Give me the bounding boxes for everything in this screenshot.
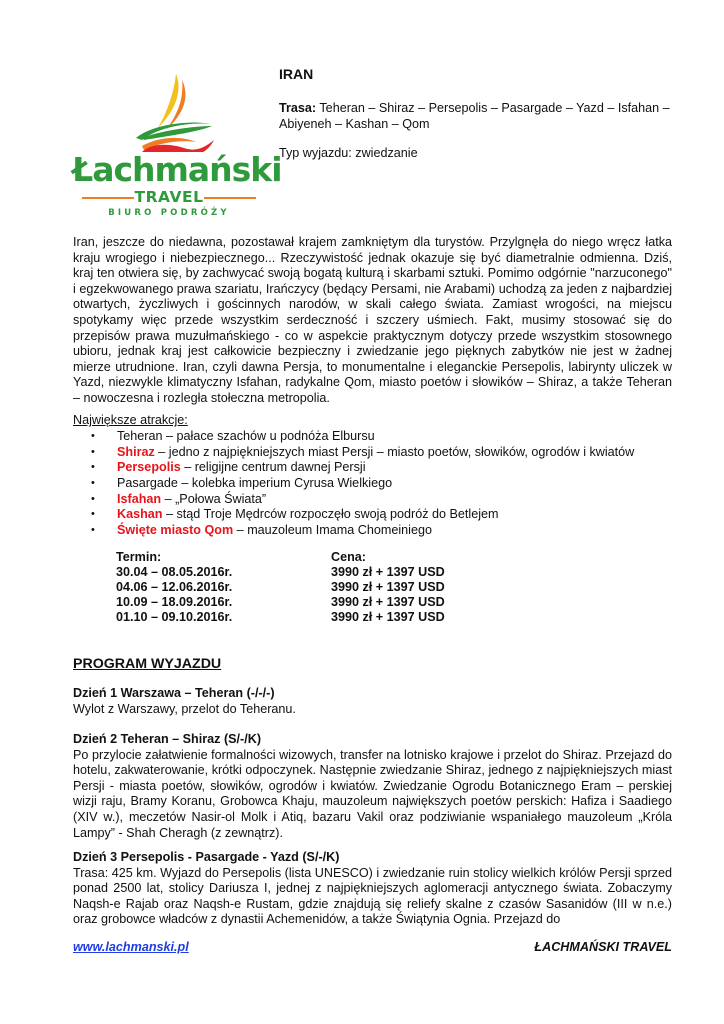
list-item [88,476,634,492]
intro-paragraph: Iran, jeszcze do niedawna, pozostawał krajem zamkniętym dla turystów. Przylgnęła do niego wręcz łatka kraju wrogiego i niebezpiecznego... Rzeczywistość jednak okazuje się być diametralnie odmienna. Dziś, kraj ten otwiera się, by zachwycać swoją bogatą kulturą i skarbami sztuki. Pomimo odgórnie "narzuconego" i egzekwowanego prawa szariatu, Irańczycy (będący Persami, nie Arabami) uchodzą za jeden z najbardziej otwartych, życzliwych i gościnnych narodów, w skali całego świata. Zamiast wrogości, na miejscu spotykamy więc przede wszystkim serdeczność i szczery uśmiech. Fakt, musimy stosować się do przepisów prawa muzułmańskiego - co w aspekcie praktycznym dotyczy przede wszystkim stosownego ubioru, jednak kraj jest całkowicie bezpieczny i zwiedzanie jego pięknych zabytków nie jest w żadnej mierze utrudnione. Iran, czyli dawna Persja, to monumentalne i eleganckie Persepolis, labirynty uliczek w Yazd, niezwykle klimatyczny Isfahan, radykalne Qom, miasto poetów i słowików – Shiraz, a także Teheran – nowoczesna i rozległa stołeczna metropolia. [73,235,672,405]
terms-table [116,550,445,625]
day-title: Dzień 1 Warszawa – Teheran (-/-/-) [73,686,275,700]
day-title: Dzień 3 Persepolis - Pasargade - Yazd (S/-/K) [73,850,340,864]
attraction-name: Pasargade [117,476,178,491]
trip-type: Typ wyjazdu: zwiedzanie [279,146,418,160]
list-item [88,445,634,461]
date-header: Termin: [116,550,162,564]
attraction-desc: – mauzoleum Imama Chomeiniego [233,523,432,538]
term-date: 01.10 – 09.10.2016r. [116,610,233,624]
bullet-icon: • [91,477,95,490]
day-title: Dzień 2 Teheran – Shiraz (S/-/K) [73,732,262,746]
term-price: 3990 zł + 1397 USD [331,610,445,624]
bullet-icon: • [91,524,95,537]
attraction-name: Święte miasto Qom [117,523,234,538]
day-description: Trasa: 425 km. Wyjazd do Persepolis (lista UNESCO) i zwiedzanie ruin stolicy wielkich królów Persji sprzed ponad 2500 lat, stolicy Dariusza I, jednej z najpiękniejszych aglomeracji antycznego świata. Zobaczymy Naqsh-e Rajab oraz Naqsh-e Rustam, gdzie znajdują się reliefy skalne z czasów Sasanidów (III w n.e.) oraz grobowce władców z dynastii Achemenidów, a także Świątynia Ognia. Przejazd do [73,865,672,927]
attraction-name: Isfahan [117,491,162,506]
attraction-name: Kashan [117,507,163,522]
terms-header-row [116,550,445,565]
attraction-desc: – kolebka imperium Cyrusa Wielkiego [177,476,393,491]
attraction-name: Persepolis [117,460,181,475]
attraction-desc: – pałace szachów u podnóża Elbursu [162,429,375,443]
attraction-name: Shiraz [117,444,155,459]
logo-subtitle: BIURO PODRÓŻY [108,208,230,218]
program-day-1 [73,686,672,717]
bullet-icon: • [91,508,95,521]
bullet-icon: • [91,430,95,442]
logo-travel-text: TRAVEL [134,188,204,206]
list-item [88,429,634,445]
bullet-icon: • [91,445,95,458]
program-day-3 [73,850,672,928]
sailboat-logo-icon [72,66,266,152]
day-description: Po przylocie załatwienie formalności wizowych, transfer na lotnisko krajowe i przelot do Shiraz. Przejazd do hotelu, zakwaterowanie, krótki odpoczynek. Następnie zwiedzanie Shiraz, jednego z najpiękniejszych miast Persji - miasta poetów, słowików, ogrodów i kwiatów. Zwiedzanie Ogrodu Botanicznego Eram – perskiej wizji raju, Bramy Koranu, Grobowca Khaju, mauzoleum największych poetów perskich: Hafiza i Saadiego (XIV w.), meczetów Nasir-ol Molk i Atiq, bazaru Vakil oraz podziwianie wspaniałego mauzoleum „Króla Lampy” - Shah Cheragh (z zewnątrz). [73,747,672,840]
table-row [116,595,445,610]
term-date: 30.04 – 08.05.2016r. [116,565,233,579]
day-description: Wylot z Warszawy, przelot do Teheranu. [73,701,296,716]
term-price: 3990 zł + 1397 USD [331,595,445,609]
term-date: 10.09 – 18.09.2016r. [116,595,233,609]
bullet-icon: • [91,461,95,474]
route-info [279,100,679,132]
attractions-heading: Największe atrakcje: [73,413,188,427]
attraction-desc: – „Połowa Świata” [161,491,267,506]
program-day-2 [73,732,672,841]
price-header: Cena: [331,550,366,564]
program-heading: PROGRAM WYJAZDU [73,656,222,672]
attraction-desc: – stąd Troje Mędrców rozpoczęło swoją podróż do Betlejem [162,507,499,522]
route-value: Teheran – Shiraz – Persepolis – Pasargade – Yazd – Isfahan – Abiyeneh – Kashan – Qom [279,101,670,131]
term-price: 3990 zł + 1397 USD [331,580,445,594]
route-label: Trasa: [279,101,317,115]
page-title: IRAN [279,66,314,82]
attractions-list [88,429,634,539]
attraction-name: Teheran [117,429,163,443]
logo-divider-right [204,197,256,199]
list-item [88,507,634,523]
attraction-desc: – religijne centrum dawnej Persji [180,460,366,475]
website-link[interactable]: www.lachmanski.pl [73,940,189,954]
logo-wordmark: Łachmański [72,150,282,189]
bullet-icon: • [91,492,95,505]
term-price: 3990 zł + 1397 USD [331,565,445,579]
list-item [88,492,634,508]
list-item [88,523,634,539]
table-row [116,565,445,580]
attraction-desc: – jedno z najpiękniejszych miast Persji – miasto poetów, słowików, ogrodów i kwiatów [154,444,635,459]
footer-brand: ŁACHMAŃSKI TRAVEL [534,940,672,954]
term-date: 04.06 – 12.06.2016r. [116,580,233,594]
table-row [116,610,445,625]
company-logo [72,66,282,222]
list-item [88,460,634,476]
logo-travel-row [72,188,266,206]
table-row [116,580,445,595]
